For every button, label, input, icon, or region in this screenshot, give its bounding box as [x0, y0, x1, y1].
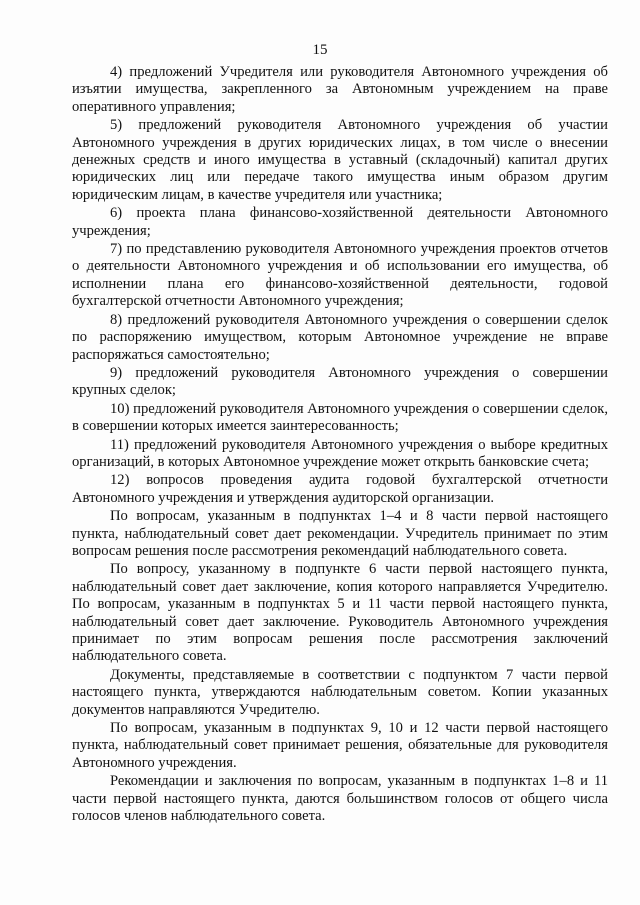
page-number: 15	[312, 42, 328, 58]
paragraph-item-12: 12) вопросов проведения аудита годовой бухгалтерской отчетности Автономного учреждения и утверждения аудиторской организации.	[72, 472, 608, 506]
document-body	[72, 64, 608, 826]
paragraph-item-5: 5) предложений руководителя Автономного учреждения об участии Автономного учреждения в других юридических лицах, в том числе о внесении денежных средств и иного имущества в уставный (складочный) капитал других юридических лиц или передаче такого имущества иным образом другим юридическим лицам, в качестве учредителя или участника;	[72, 117, 608, 203]
paragraph-voting: Рекомендации и заключения по вопросам, указанным в подпунктах 1–8 и 11 части первой настоящего пункта, даются большинством голосов от общего числа голосов членов наблюдательного совета.	[72, 773, 608, 825]
paragraph-item-11: 11) предложений руководителя Автономного учреждения о выборе кредитных организаций, в которых Автономное учреждение может открыть банковские счета;	[72, 436, 608, 470]
paragraph-item-10: 10) предложений руководителя Автономного учреждения о совершении сделок, в совершении которых имеется заинтересованность;	[72, 400, 608, 435]
paragraph-documents: Документы, представляемые в соответствии с подпунктом 7 части первой настоящего пункта, утверждаются наблюдательным советом. Копии указанных документов направляются Учредителю.	[72, 666, 608, 718]
paragraph-item-8: 8) предложений руководителя Автономного учреждения о совершении сделок по распоряжению имуществом, которым Автономное учреждение не вправе распоряжаться самостоятельно;	[72, 311, 608, 363]
paragraph-recommendations: По вопросам, указанным в подпунктах 1–4 и 8 части первой настоящего пункта, наблюдательный совет дает рекомендации. Учредитель принимает по этим вопросам решения после рассмотрения рекомендаций наблюдательного совета.	[72, 508, 608, 559]
paragraph-item-4: 4) предложений Учредителя или руководителя Автономного учреждения об изъятии имущества, закрепленного за Автономным учреждением на праве оперативного управления;	[72, 64, 608, 115]
paragraph-item-6: 6) проекта плана финансово-хозяйственной деятельности Автономного учреждения;	[72, 205, 608, 239]
paragraph-item-9: 9) предложений руководителя Автономного учреждения о совершении крупных сделок;	[72, 364, 608, 399]
paragraph-item-7: 7) по представлению руководителя Автономного учреждения проектов отчетов о деятельности Автономного учреждения и об использовании его имущества, об исполнении плана его финансово-хозяйственной деятельности, годовой бухгалтерской отчетности Автономного учреждения;	[72, 241, 608, 310]
paragraph-decisions: По вопросам, указанным в подпунктах 9, 10 и 12 части первой настоящего пункта, наблюдательный совет принимает решения, обязательные для руководителя Автономного учреждения.	[72, 720, 608, 771]
paragraph-conclusions: По вопросу, указанному в подпункте 6 части первой настоящего пункта, наблюдательный совет дает заключение, копия которого направляется Учредителю. По вопросам, указанным в подпунктах 5 и 11 части первой настоящего пункта, наблюдательный совет дает заключение. Руководитель Автономного учреждения принимает по этим вопросам решения после рассмотрения заключений наблюдательного совета.	[72, 561, 608, 665]
